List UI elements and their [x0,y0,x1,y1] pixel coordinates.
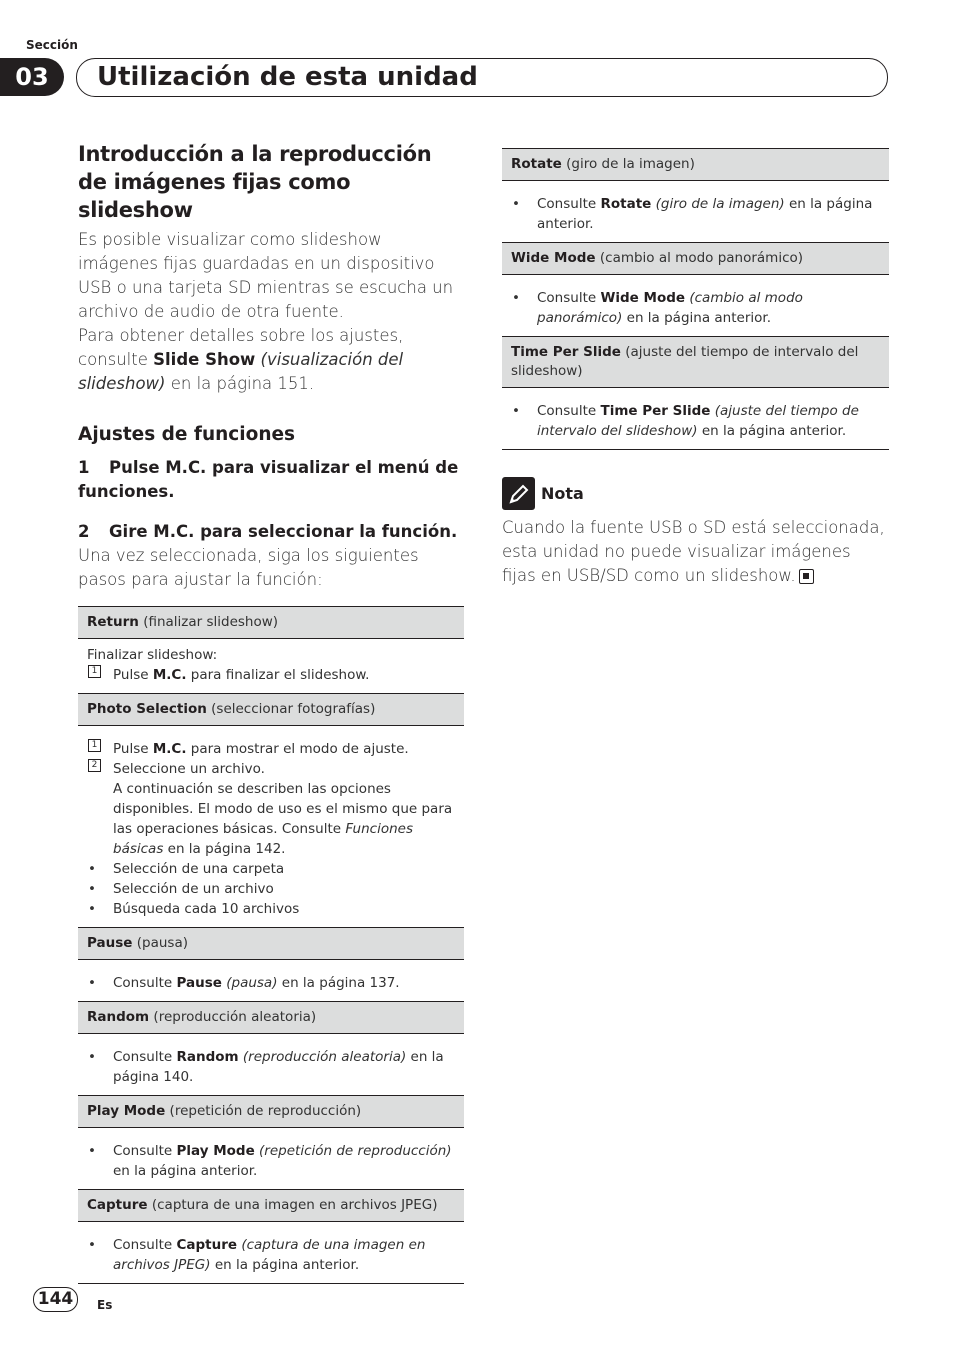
ajustes-title: Ajustes de funciones [78,424,296,445]
table-row-header-time-per-slide: Time Per Slide (ajuste del tiempo de intervalo del slideshow) [502,336,889,388]
page-number: 144 [33,1287,78,1312]
nota-text: Cuando la fuente USB o SD está seleccionada, esta unidad no puede visualizar imágenes fijas en USB/SD como un slideshow. [502,518,885,585]
step-2-description: Una vez seleccionada, siga los siguientes pasos para ajustar la función: [78,546,419,589]
table-row-header-wide-mode: Wide Mode (cambio al modo panorámico) [502,242,889,275]
right-column [502,148,889,588]
intro-paragraph-1: Es posible visualizar como slideshow imágenes fijas guardadas en un dispositivo USB o una tarjeta SD mientras se escucha un archivo de audio de otra fuente. [78,230,454,321]
function-table-right [502,148,889,450]
table-row-header-photo-selection: Photo Selection (seleccionar fotografías) [78,693,464,726]
number-box: 1 [88,665,101,678]
number-box: 2 [88,759,101,772]
chapter-title: Utilización de esta unidad [76,58,888,97]
pencil-note-icon [502,477,535,510]
table-row-wide-mode: • Consulte Wide Mode (cambio al modo panorámico) en la página anterior. [512,290,803,326]
intro-paragraph-2: Para obtener detalles sobre los ajustes, consulte Slide Show (visualización del slideshow) en la página 151. [78,326,404,393]
section-label: Sección [26,38,78,52]
table-row-header-capture: Capture (captura de una imagen en archivos JPEG) [78,1189,464,1222]
left-column [78,140,464,1284]
list-item: • Selección de una carpeta [88,861,285,877]
list-item: • Búsqueda cada 10 archivos [88,901,300,917]
table-row-photo-selection: 1 Pulse M.C. para mostrar el modo de ajuste. 2 Seleccione un archivo. A continuación se describen las opciones disponibles. El modo de uso es el mismo que para las operaciones básicas. Consulte Funciones básicas en la página 142. • Selección de una carpeta • Selección de un archivo • Búsqueda cada 10 archivos [78,726,464,927]
table-row-time-per-slide: • Consulte Time Per Slide (ajuste del tiempo de intervalo del slideshow) en la página anterior. [502,388,889,450]
table-row-return: Finalizar slideshow: 1 Pulse M.C. para finalizar el slideshow. [87,647,370,683]
table-row-header-play-mode: Play Mode (repetición de reproducción) [78,1095,464,1128]
list-item: • Selección de un archivo [88,881,274,897]
intro-title: Introducción a la reproducción de imágenes fijas como slideshow [78,142,432,222]
function-table-left [78,606,464,1284]
table-row-capture: • Consulte Capture (captura de una imagen en archivos JPEG) en la página anterior. [78,1222,464,1284]
stop-square-icon [799,569,814,584]
table-row-header-rotate: Rotate (giro de la imagen) [502,148,889,181]
number-box: 1 [88,739,101,752]
table-row-pause: • Consulte Pause (pausa) en la página 137. [88,975,400,991]
table-row-random: • Consulte Random (reproducción aleatoria) en la página 140. [88,1049,444,1085]
table-row-header-pause: Pause (pausa) [78,927,464,960]
language-code: Es [97,1298,113,1312]
step-1: 1 Pulse M.C. para visualizar el menú de funciones. [78,458,459,501]
chapter-number: 03 [0,58,64,96]
table-row-header-return: Return (finalizar slideshow) [78,606,464,639]
table-row-play-mode: • Consulte Play Mode (repetición de reproducción) en la página anterior. [88,1143,452,1179]
table-row-header-random: Random (reproducción aleatoria) [78,1001,464,1034]
table-row-rotate: • Consulte Rotate (giro de la imagen) en la página anterior. [512,196,873,232]
nota-label: Nota [541,484,584,503]
nota-heading [502,477,889,510]
step-2: 2 Gire M.C. para seleccionar la función. [78,522,458,541]
